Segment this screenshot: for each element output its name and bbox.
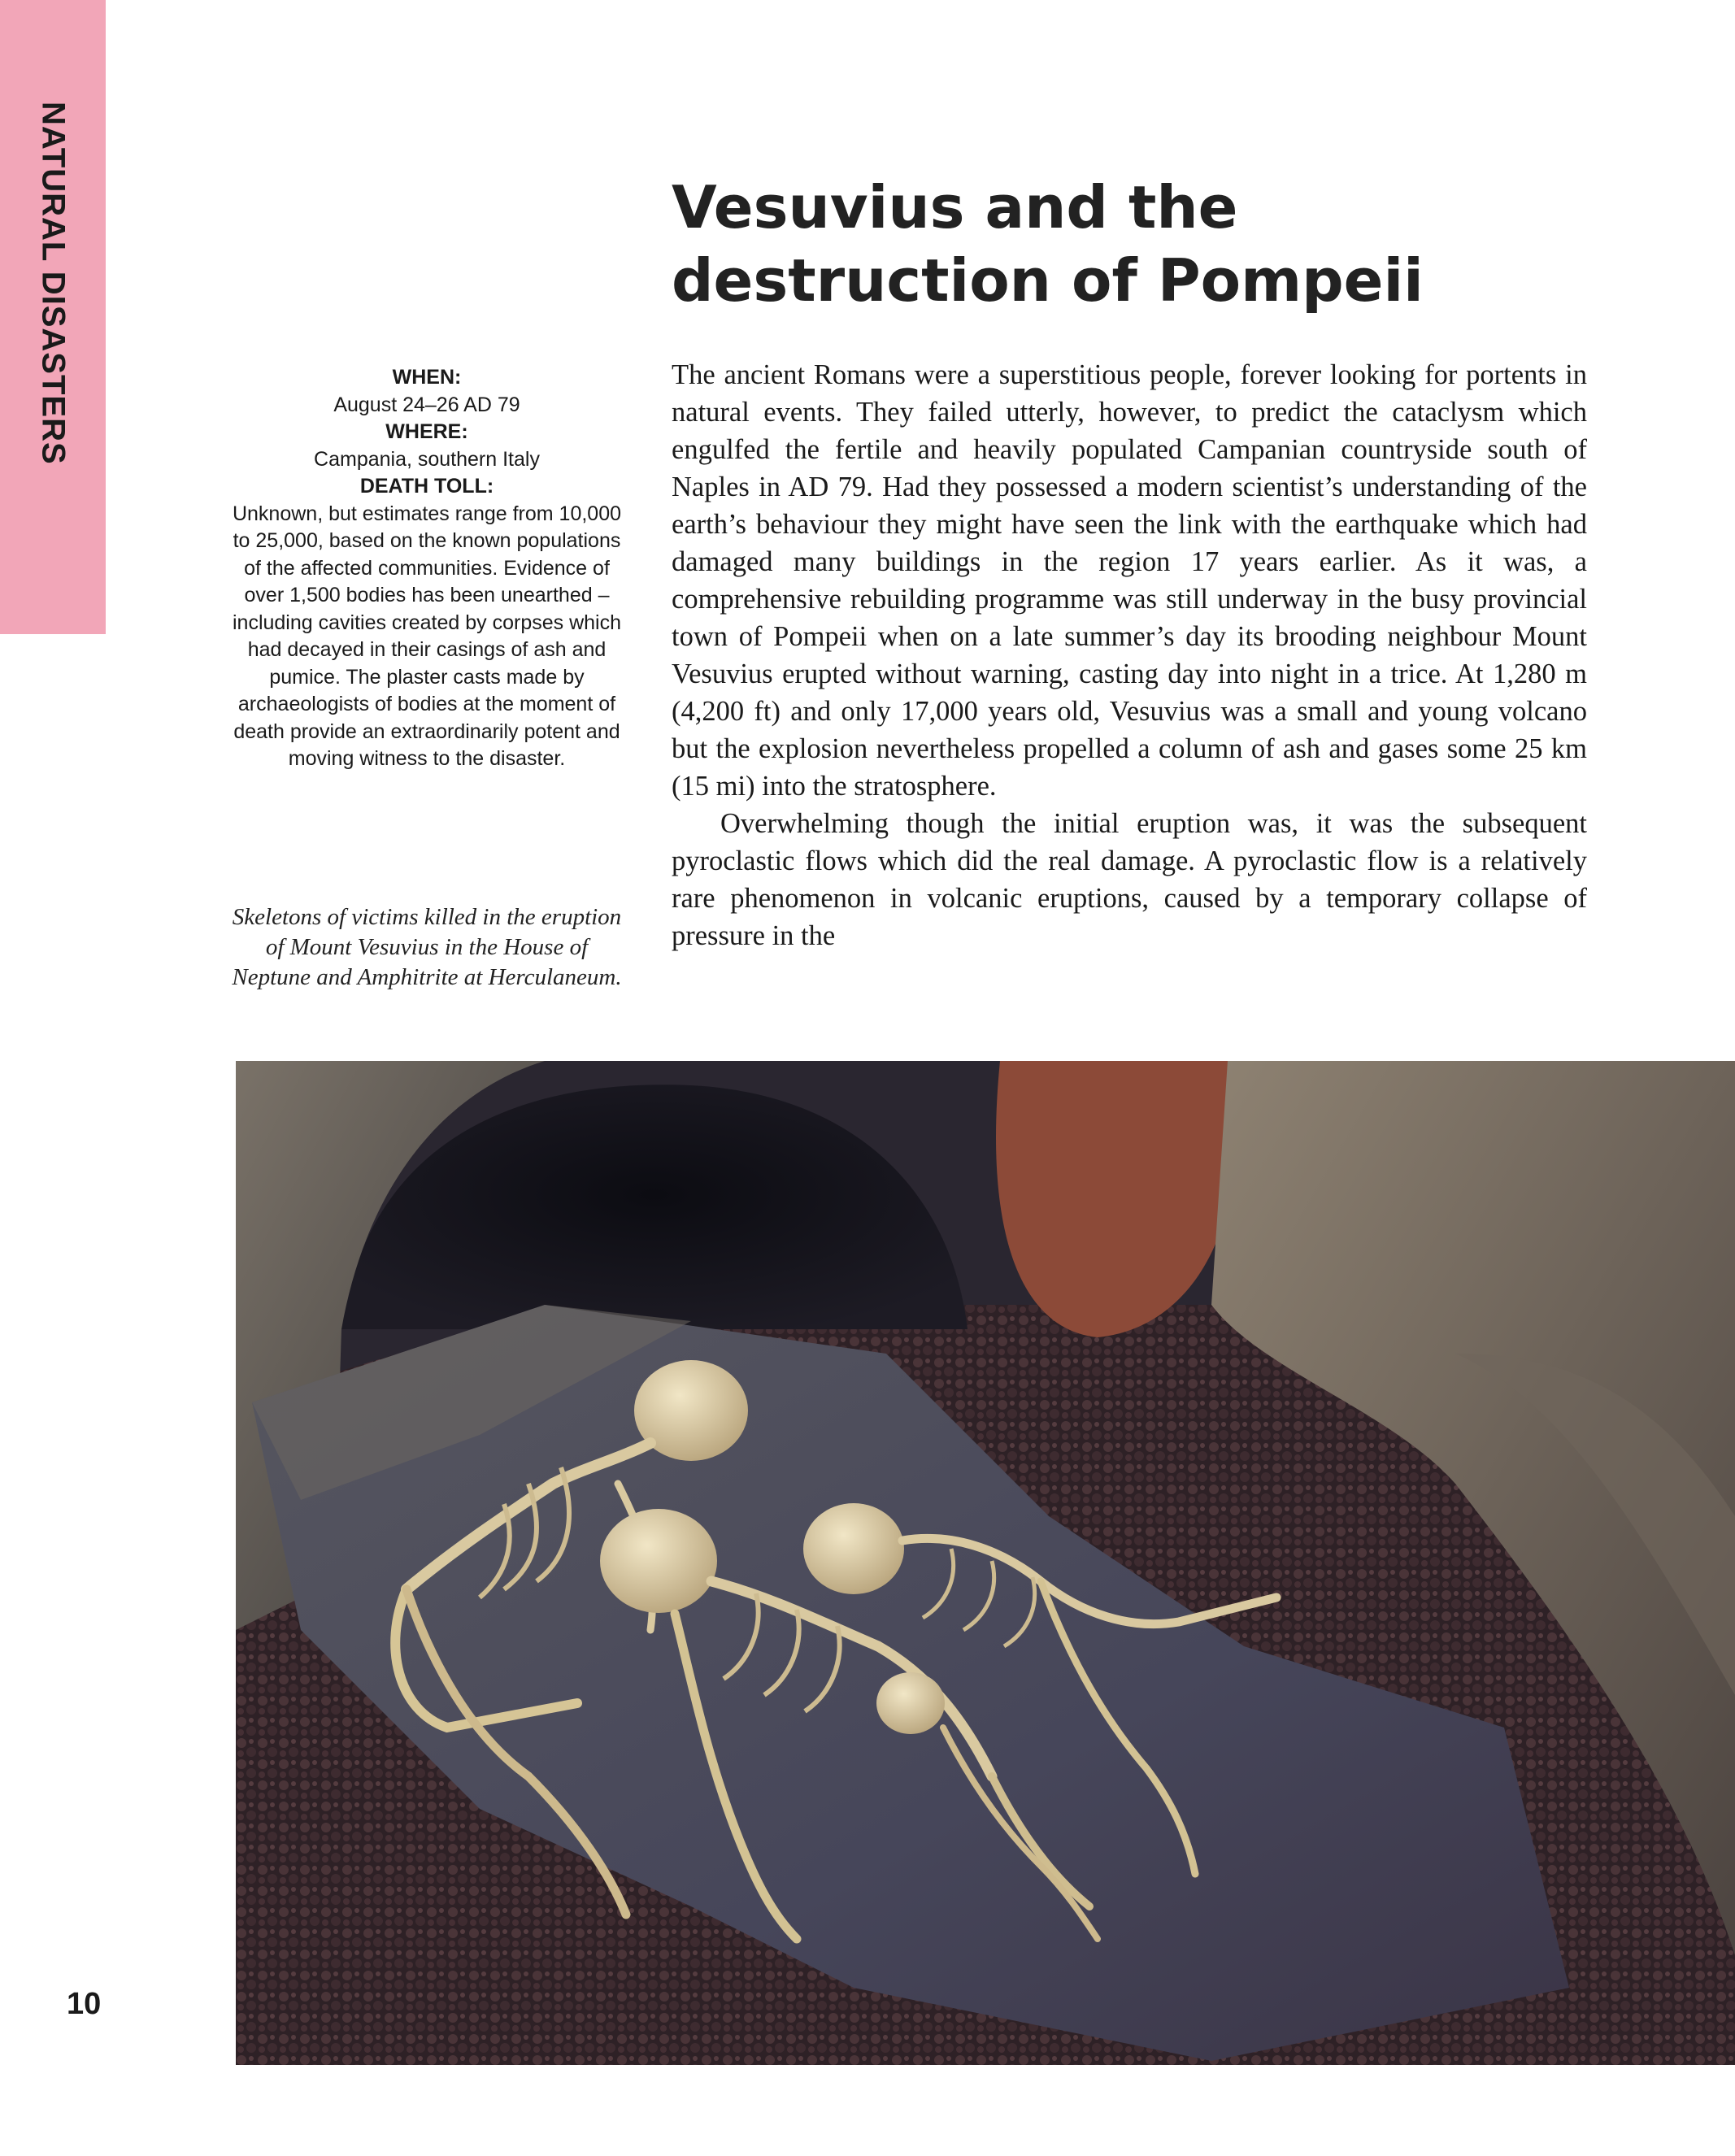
- photo-caption: Skeletons of victims killed in the eruption of Mount Vesuvius in the House of Neptune and Amphitrite at Herculaneum.: [232, 904, 622, 990]
- skeletons-illustration: [236, 1061, 1735, 2065]
- when-value: August 24–26 AD 79: [333, 393, 520, 416]
- skeletons-photo: [236, 1061, 1735, 2065]
- skull-middle: [600, 1509, 717, 1613]
- article-title: [672, 171, 1566, 317]
- death-toll-value: Unknown, but estimates range from 10,000 to 25,000, based on the known populations of the affected communities. Evidence of over 1,500 bodies has been unearthed – including cavities created by corpses which had decayed in their casings of ash and pumice. The plaster casts made by archaeologists of bodies at the moment of death provide an extraordinarily potent and moving witness to the disaster.: [232, 502, 622, 770]
- death-toll-label: DEATH TOLL:: [359, 475, 494, 498]
- skull-child: [876, 1672, 945, 1734]
- article-body: [672, 356, 1587, 954]
- section-tab-label: NATURAL DISASTERS: [35, 102, 72, 465]
- page-number: 10: [67, 1987, 102, 2021]
- when-label: WHEN:: [392, 366, 462, 389]
- where-label: WHERE:: [385, 420, 468, 443]
- where-value: Campania, southern Italy: [314, 447, 540, 471]
- article-paragraph-2: Overwhelming though the initial eruption was, it was the subsequent pyroclastic flows which did the real damage. A pyroclastic flow is a relatively rare phenomenon in volcanic eruptions, caused by a temporary collapse of pressure in the: [672, 808, 1587, 951]
- fact-box: [228, 364, 626, 773]
- article-title-line-1: Vesuvius and the: [672, 173, 1238, 241]
- section-tab: [0, 0, 106, 634]
- skull-right: [803, 1503, 904, 1594]
- article-paragraph-1: The ancient Romans were a superstitious people, forever looking for portents in natural events. They failed utterly, however, to predict the cataclysm which engulfed the fertile and heavily populated Campanian countryside south of Naples in AD 79. Had they possessed a modern scientist’s understanding of the earth’s behaviour they might have seen the link with the earthquake which had damaged many buildings in the region 17 years earlier. As it was, a comprehensive rebuilding programme was still underway in the busy provincial town of Pompeii when on a late summer’s day its brooding neighbour Mount Vesuvius erupted without warning, casting day into night in a trice. At 1,280 m (4,200 ft) and only 17,000 years old, Vesuvius was a small and young volcano but the explosion nevertheless propelled a column of ash and gases some 25 km (15 mi) into the stratosphere.: [672, 359, 1587, 802]
- article-title-line-2: destruction of Pompeii: [672, 246, 1424, 315]
